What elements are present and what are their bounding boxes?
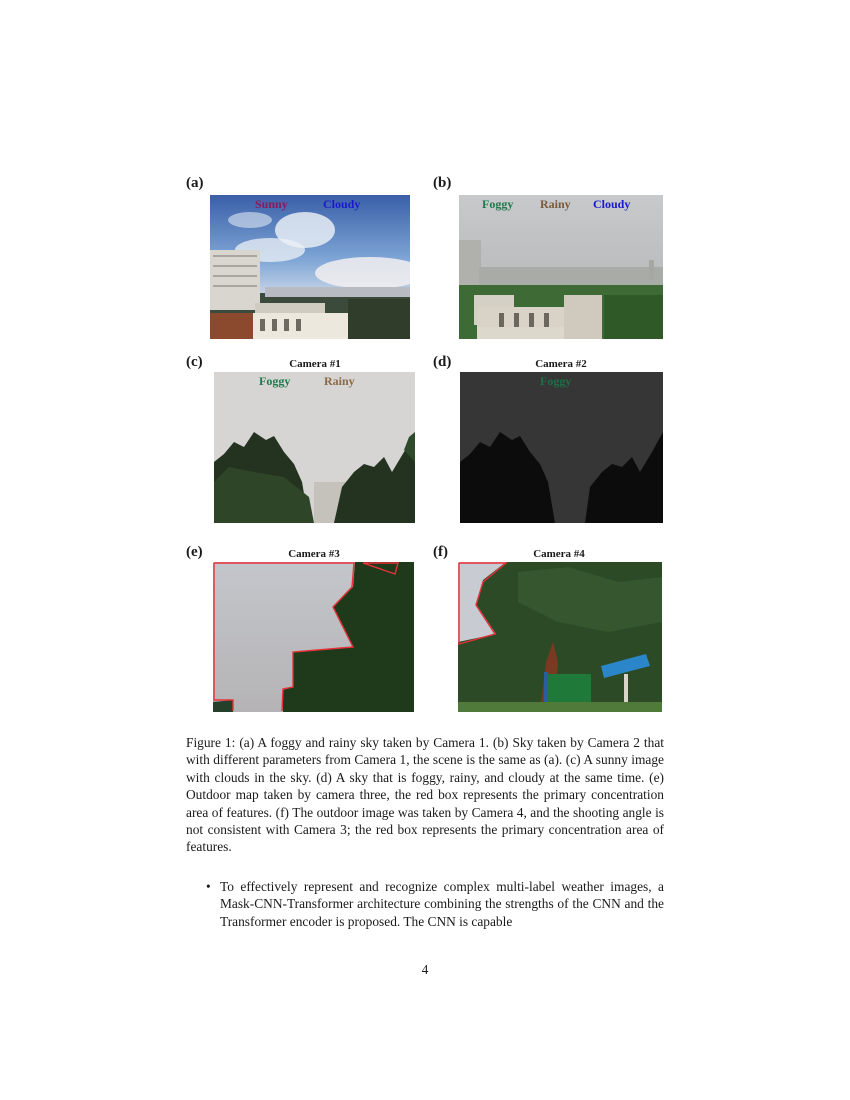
weather-label-foggy: Foggy xyxy=(540,374,572,388)
panel-label-d: (d) xyxy=(433,354,452,370)
panel-label-a: (a) xyxy=(186,175,204,191)
bullet-marker: • xyxy=(206,879,211,894)
photo-camera4-tree-sign xyxy=(458,562,662,712)
photo-camera2-dark-trees xyxy=(460,372,663,523)
weather-label-rainy: Rainy xyxy=(540,197,571,211)
figure-caption: Figure 1: (a) A foggy and rainy sky taken by Camera 1. (b) Sky taken by Camera 2 that with different parameters from Camera 1, the scene is the same as (a). (c) A sunny image with clouds in the sky. (d) A sky that is foggy, rainy, and cloudy at the same time. (e) Outdoor map taken by camera three, the red box represents the primary concentration area of features. (f) The outdoor image was taken by Camera 4, and the shooting angle is not consistent with Camera 3; the red box represents the primary concentration area of features. xyxy=(186,735,664,855)
camera-title-4: Camera #4 xyxy=(533,548,585,560)
photo-sunny-cloudy-city xyxy=(210,195,410,339)
photo-camera1-foggy-trees xyxy=(214,372,415,523)
bullet-text: To effectively represent and recognize complex multi-label weather images, a Mask-CNN-Transformer architecture combining the strengths of the CNN and the Transformer encoder is proposed. The CNN is capable xyxy=(220,879,664,929)
panel-label-f: (f) xyxy=(433,544,448,560)
panel-label-e: (e) xyxy=(186,544,203,560)
page-number: 4 xyxy=(421,962,429,977)
contribution-bullet xyxy=(186,878,664,930)
weather-label-sunny: Sunny xyxy=(255,197,288,211)
panel-label-c: (c) xyxy=(186,354,203,370)
weather-label-rainy: Rainy xyxy=(324,374,355,388)
panel-label-b: (b) xyxy=(433,175,452,191)
weather-label-cloudy: Cloudy xyxy=(593,197,631,211)
weather-label-cloudy: Cloudy xyxy=(323,197,361,211)
photo-foggy-rainy-cloudy-city xyxy=(459,195,663,339)
camera-title-1: Camera #1 xyxy=(289,358,341,370)
camera-title-3: Camera #3 xyxy=(288,548,340,560)
camera-title-2: Camera #2 xyxy=(535,358,587,370)
weather-label-foggy: Foggy xyxy=(259,374,291,388)
weather-label-foggy: Foggy xyxy=(482,197,514,211)
photo-camera3-clouds-trees xyxy=(213,562,414,712)
